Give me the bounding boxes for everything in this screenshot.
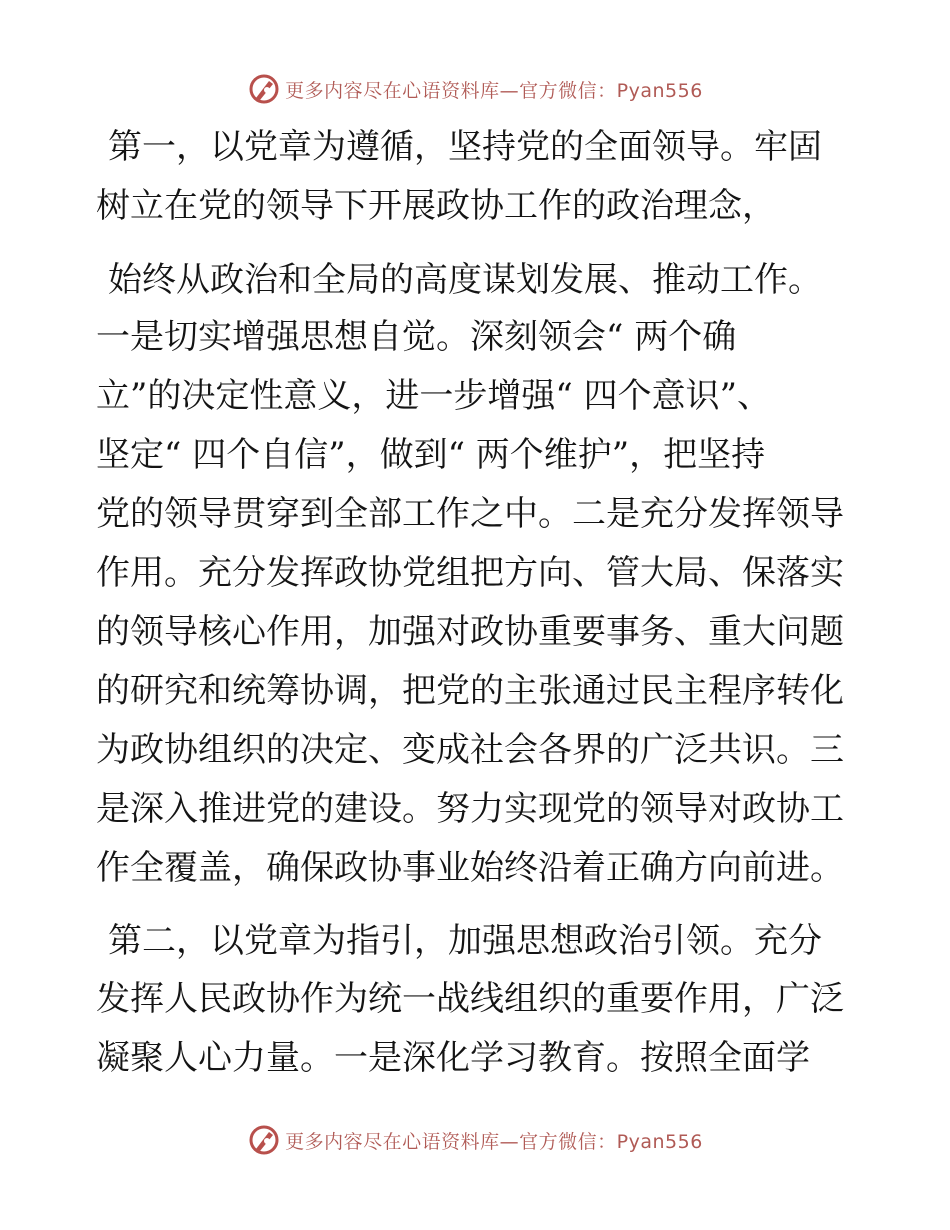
body-line: 发挥人民政协作为统一战线组织的重要作用，广泛 xyxy=(96,979,844,1019)
body-line: 始终从政治和全局的高度谋划发展、推动工作。 xyxy=(108,260,822,300)
body-line: 坚定“ 四个自信”，做到“ 两个维护”，把坚持 xyxy=(96,435,766,475)
body-line: 一是切实增强思想自觉。深刻领会“ 两个确 xyxy=(96,317,737,357)
watermark-text: 更多内容尽在心语资料库—官方微信：Pyan556 xyxy=(285,1130,703,1153)
body-line: 的研究和统筹协调，把党的主张通过民主程序转化 xyxy=(96,671,844,711)
pen-circle-logo-icon xyxy=(247,1123,281,1157)
body-line: 是深入推进党的建设。努力实现党的领导对政协工 xyxy=(96,789,844,829)
pen-circle-logo-icon xyxy=(247,72,281,106)
body-line: 的领导核心作用，加强对政协重要事务、重大问题 xyxy=(96,612,844,652)
body-line: 第一，以党章为遵循，坚持党的全面领导。牢固 xyxy=(108,127,822,167)
body-line: 第二，以党章为指引，加强思想政治引领。充分 xyxy=(108,921,822,961)
body-line: 凝聚人心力量。一是深化学习教育。按照全面学 xyxy=(96,1038,810,1078)
header-watermark xyxy=(0,71,950,107)
body-line: 为政协组织的决定、变成社会各界的广泛共识。三 xyxy=(96,730,844,770)
body-line: 作用。充分发挥政协党组把方向、管大局、保落实 xyxy=(96,553,844,593)
body-line: 树立在党的领导下开展政协工作的政治理念， xyxy=(96,186,776,226)
body-line: 党的领导贯穿到全部工作之中。二是充分发挥领导 xyxy=(96,494,844,534)
footer-watermark xyxy=(0,1122,950,1158)
watermark-text: 更多内容尽在心语资料库—官方微信：Pyan556 xyxy=(285,79,703,102)
body-line: 立”的决定性意义，进一步增强“ 四个意识”、 xyxy=(96,376,771,416)
body-line: 作全覆盖，确保政协事业始终沿着正确方向前进。 xyxy=(96,848,844,888)
